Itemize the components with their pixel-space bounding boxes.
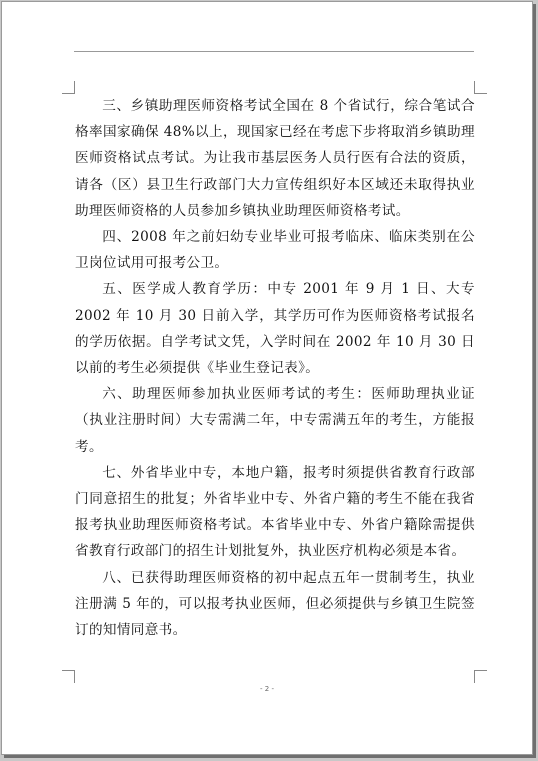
paragraph-4: 四、2008 年之前妇幼专业毕业可报考临床、临床类别在公卫岗位试用可报考公卫。 — [75, 229, 475, 272]
crop-mark-top-left — [62, 81, 75, 94]
paragraph-7: 七、外省毕业中专，本地户籍，报考时须提供省教育行政部门同意招生的批复；外省毕业中专、外省户籍的考生不能在我省报考执业助理医师资格考试。本省毕业中专、外省户籍除需提供省教育行政部门的招生计划批复外，执业医疗机构必须是本省。 — [75, 464, 475, 560]
crop-mark-bottom-left — [62, 670, 75, 683]
header-rule — [74, 51, 474, 52]
crop-mark-top-right — [474, 81, 487, 94]
paragraph-6: 六、助理医师参加执业医师考试的考生：医师助理执业证（执业注册时间）大专需满二年，中专需满五年的考生，方能报考。 — [75, 386, 475, 455]
paragraph-3: 三、乡镇助理医师资格考试全国在 8 个省试行，综合笔试合格率国家确保 48%以上，现国家已经在考虑下步将取消乡镇助理医师资格试点考试。为让我市基层医务人员行医有合法的资质，请各（区）县卫生行政部门大力宣传组织好本区域还未取得执业助理医师资格的人员参加乡镇执业助理医师资格考试。 — [75, 98, 475, 219]
paragraph-8: 八、已获得助理医师资格的初中起点五年一贯制考生，执业注册满 5 年的，可以报考执业医师，但必须提供与乡镇卫生院签订的知情同意书。 — [75, 569, 475, 639]
document-page — [1, 1, 533, 755]
document-body — [75, 93, 475, 643]
crop-mark-bottom-right — [474, 670, 487, 683]
paragraph-5: 五、医学成人教育学历：中专 2001 年 9 月 1 日、大专 2002 年 10 月 30 日前入学，其学历可作为医师资格考试报名的学历依据。自学考试文凭，入学时间在 2002 年 10 月 30 日以前的考生必须提供《毕业生登记表》。 — [75, 281, 475, 377]
page-number: - 2 - — [260, 685, 274, 693]
